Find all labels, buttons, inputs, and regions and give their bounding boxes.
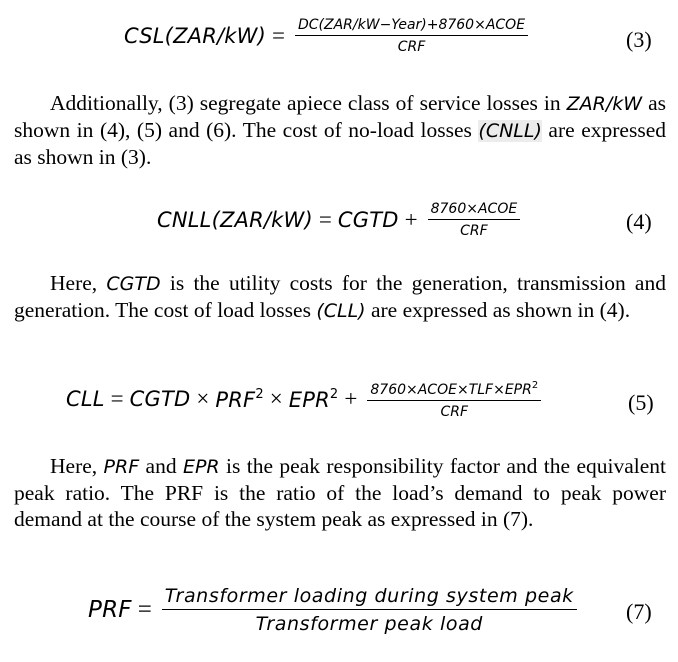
eq7-equals: = <box>137 596 152 623</box>
eq3-equals: = <box>272 23 285 48</box>
para2-math-1: CGTD <box>106 273 161 295</box>
eq3-numerator: DC(ZAR/kW−Year)+8760×ACOE <box>298 17 526 33</box>
eq4-fraction-bar <box>428 219 521 220</box>
para3-math-1: PRF <box>103 456 140 478</box>
eq4-term: CGTD <box>337 208 399 232</box>
eq5-plus: + <box>344 386 358 411</box>
para1-math-2: (CNLL) <box>478 120 542 142</box>
eq5-term-3 <box>289 387 339 412</box>
eq5-term-3-base: EPR <box>288 387 330 412</box>
eq3-denominator: CRF <box>397 39 426 55</box>
eq7-fraction <box>162 584 577 636</box>
eq5-term-3-exp: 2 <box>329 386 339 402</box>
eq5-term-1: CGTD <box>129 387 191 411</box>
eq7-lhs: PRF <box>88 597 132 623</box>
para1-math-1: ZAR/kW <box>566 93 643 115</box>
equation-4 <box>157 200 524 240</box>
para3-text-2: and <box>139 454 183 478</box>
eq7-number: (7) <box>626 599 652 624</box>
equation-3 <box>124 16 532 56</box>
para3-math-2: EPR <box>182 456 220 478</box>
eq4-number: (4) <box>626 209 652 234</box>
para1-text-3: are expressed as shown in (3). <box>14 118 666 169</box>
paragraph-3 <box>14 453 666 532</box>
equation-5 <box>66 377 545 421</box>
para2-text-2: is the utility costs for the generation, transmission and generation. The cost of load losses <box>14 271 666 322</box>
eq3-fraction-bar <box>295 35 528 36</box>
eq5-term-2 <box>215 387 263 412</box>
eq4-lhs: CNLL(ZAR/kW) <box>157 208 313 232</box>
para3-text-3: is the peak responsibility factor and the equivalent peak ratio. The PRF is the ratio of the load’s demand to peak power demand at the course of the system peak as expressed in (7). <box>14 454 666 531</box>
eq5-numerator-exp: 2 <box>531 380 539 391</box>
equation-7 <box>88 584 581 636</box>
eq4-plus: + <box>404 207 418 232</box>
paragraph-1 <box>14 90 666 170</box>
eq5-numerator-text: 8760×ACOE×TLF×EPR <box>370 382 532 398</box>
eq3-lhs: CSL(ZAR/kW) <box>124 24 267 48</box>
eq5-term-2-exp: 2 <box>255 386 264 402</box>
eq5-times-2: × <box>269 386 283 411</box>
eq5-numerator <box>367 377 541 399</box>
eq7-denominator: Transformer peak load <box>255 613 483 635</box>
para3-text-1: Here, <box>50 454 104 478</box>
paragraph-2 <box>14 270 666 324</box>
eq4-fraction <box>428 200 521 240</box>
eq7-fraction-bar <box>162 609 577 610</box>
eq5-lhs: CLL <box>66 387 105 411</box>
eq4-denominator: CRF <box>460 223 488 239</box>
eq7-numerator: Transformer loading during system peak <box>164 585 574 607</box>
para2-math-2: (CLL) <box>316 300 366 322</box>
eq3-number: (3) <box>626 27 652 52</box>
para2-text-1: Here, <box>50 271 107 295</box>
eq4-equals: = <box>318 207 332 232</box>
eq5-equals: = <box>110 386 124 411</box>
eq4-numerator: 8760×ACOE <box>430 201 518 217</box>
eq5-times-1: × <box>196 386 210 411</box>
para1-text-1: Additionally, (3) segregate apiece class of service losses in <box>50 91 567 115</box>
eq5-fraction <box>367 377 541 421</box>
eq5-term-2-base: PRF <box>215 387 256 412</box>
para1-text-2: as shown in (4), (5) and (6). The cost of no-load losses <box>14 91 666 142</box>
eq5-denominator: CRF <box>440 404 469 420</box>
para2-text-3: are expressed as shown in (4). <box>365 298 631 322</box>
eq5-number: (5) <box>628 390 654 415</box>
eq3-fraction <box>295 16 528 56</box>
eq5-fraction-bar <box>367 400 541 401</box>
